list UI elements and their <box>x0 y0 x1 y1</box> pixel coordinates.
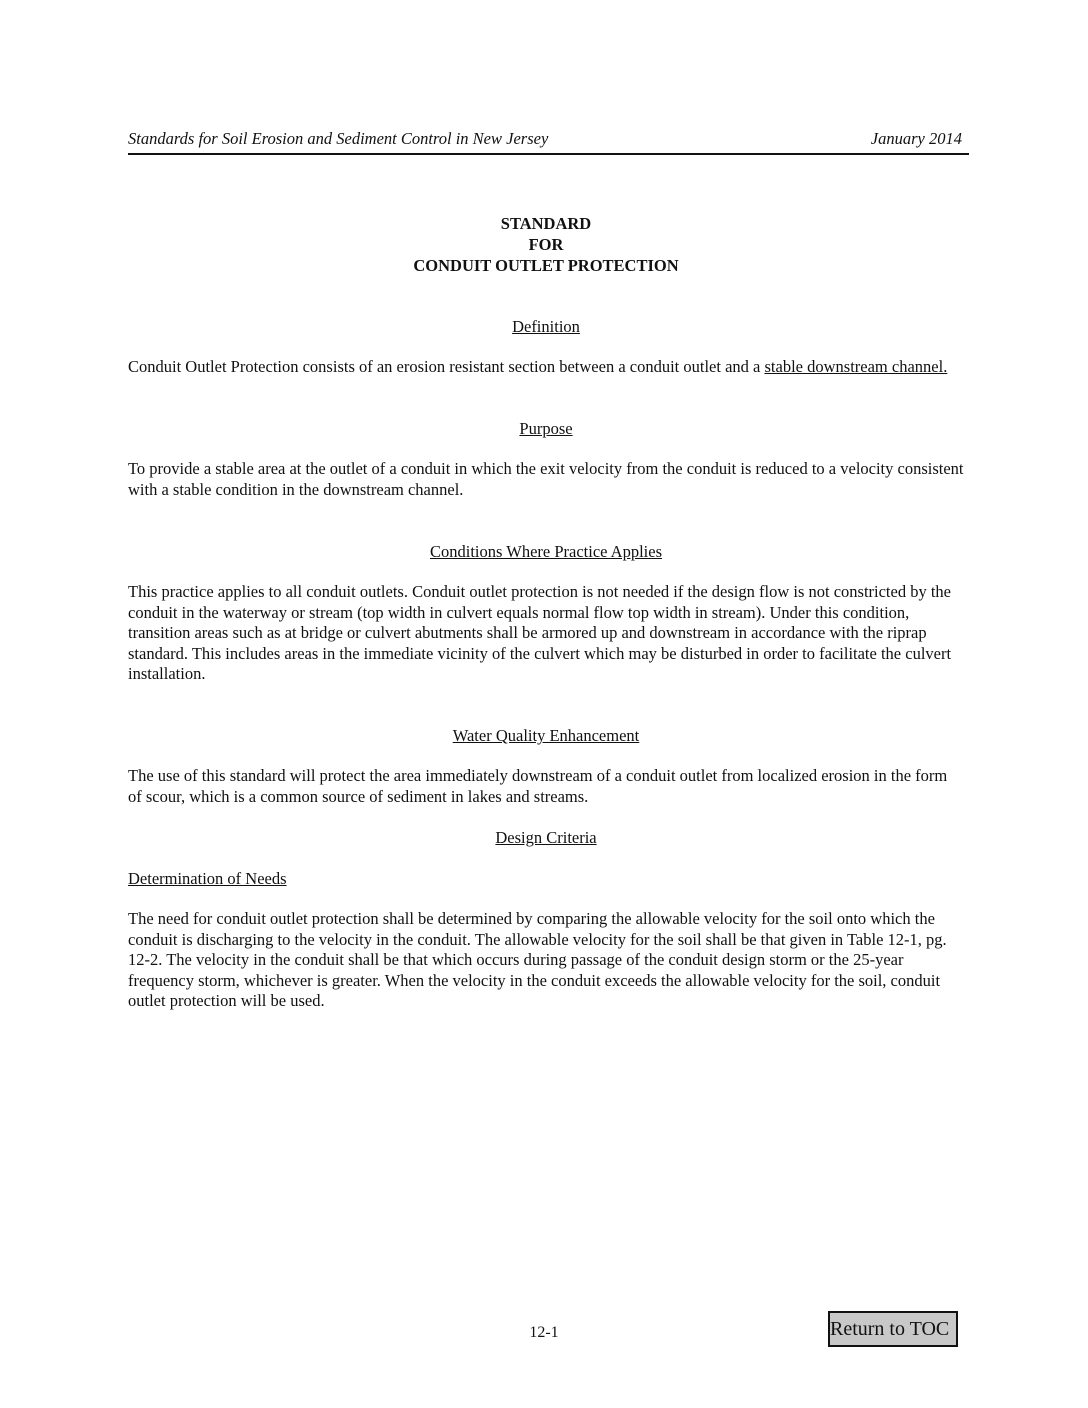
conditions-heading <box>128 541 964 562</box>
water-quality-heading <box>128 725 964 746</box>
purpose-heading-text: Purpose <box>519 419 573 438</box>
header-date: January 2014 <box>870 129 962 148</box>
title-line-1: STANDARD <box>500 214 592 233</box>
title-line-2: FOR <box>528 235 564 254</box>
title-line-3: CONDUIT OUTLET PROTECTION <box>413 256 679 275</box>
design-criteria-heading <box>128 827 964 848</box>
water-quality-paragraph: The use of this standard will protect the area immediately downstream of a conduit outlet from localized erosion in the form of scour, which is a common source of sediment in lakes and streams. <box>128 766 948 806</box>
definition-heading <box>128 316 964 337</box>
definition-heading-text: Definition <box>512 317 580 336</box>
definition-paragraph <box>128 357 964 378</box>
return-to-toc-button[interactable]: Return to TOC <box>828 1311 958 1347</box>
water-quality-heading-text: Water Quality Enhancement <box>452 726 640 745</box>
running-header <box>128 126 969 155</box>
determination-of-needs-text: Determination of Needs <box>128 869 287 888</box>
header-document-title: Standards for Soil Erosion and Sediment Control in New Jersey <box>128 129 549 148</box>
conditions-heading-text: Conditions Where Practice Applies <box>429 542 663 561</box>
design-criteria-heading-text: Design Criteria <box>495 828 597 847</box>
purpose-heading <box>128 418 964 439</box>
stable-downstream-channel-link: stable downstream channel. <box>764 357 948 376</box>
definition-text: Conduit Outlet Protection consists of an erosion resistant section between a conduit outlet and a <box>128 357 765 376</box>
page-title <box>128 213 964 276</box>
conditions-paragraph: This practice applies to all conduit outlets. Conduit outlet protection is not needed if the design flow is not constricted by the conduit in the waterway or stream (top width in culvert equals normal flow top width in stream). Under this condition, transition areas such as at bridge or culvert abutments shall be armored up and downstream in accordance with the riprap standard. This includes areas in the immediate vicinity of the culvert which may be disturbed in order to facilitate the culvert installation. <box>128 582 952 683</box>
determination-of-needs-heading <box>128 868 287 889</box>
page-number: 12-1 <box>529 1324 559 1341</box>
purpose-paragraph: To provide a stable area at the outlet of a conduit in which the exit velocity from the conduit is reduced to a velocity consistent with a stable condition in the downstream channel. <box>128 459 964 499</box>
design-criteria-paragraph: The need for conduit outlet protection shall be determined by comparing the allowable velocity for the soil onto which the conduit is discharging to the velocity in the conduit. The allowable velocity for the soil shall be that given in Table 12-1, pg. 12-2. The velocity in the conduit shall be that which occurs during passage of the conduit design storm or the 25-year frequency storm, whichever is greater. When the velocity in the conduit exceeds the allowable velocity for the soil, conduit outlet protection will be used. <box>128 909 947 1010</box>
